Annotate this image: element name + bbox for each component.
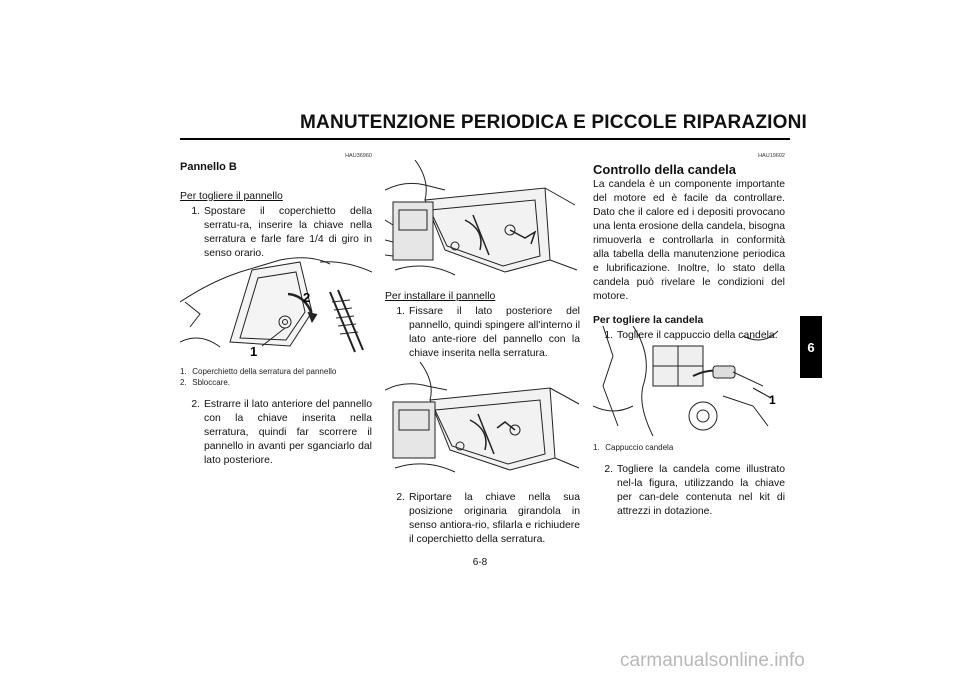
- figure-label-2: 2: [303, 290, 311, 305]
- step-text: Fissare il lato posteriore del pannello, quindi spingere all’interno il lato ante-riore del pannello con la chiave inserita nella serratura.: [409, 306, 580, 359]
- right-column: [593, 152, 785, 343]
- step-number: 1.: [191, 206, 200, 217]
- subheading-remove-panel: Per togliere il pannello: [180, 191, 283, 202]
- left-step-2: [180, 397, 372, 468]
- watermark: carmanualsonline.info: [620, 650, 805, 671]
- figure-label-1: 1: [250, 344, 258, 359]
- step-item: [180, 398, 372, 468]
- section-tab: 6: [800, 316, 822, 378]
- step-number: 1.: [396, 306, 405, 317]
- step-text: Riportare la chiave nella sua posizione originaria girandola in senso antiora-rio, sfilarla e richiudere il coperchietto della serratura.: [409, 492, 580, 545]
- caption-number: 2.: [180, 378, 187, 387]
- subheading-remove-plug: Per togliere la candela: [593, 315, 704, 326]
- figure-label-1: 1: [769, 393, 776, 407]
- middle-column: [385, 290, 580, 361]
- panel-installation-illustration: [385, 362, 580, 474]
- step-item: [593, 463, 785, 519]
- step-item: [385, 491, 580, 547]
- step-text: Spostare il coperchietto della serratu-ra, inserire la chiave nella serratura e farle fare 1/4 di giro in senso orario.: [204, 206, 372, 259]
- caption-number: 1.: [593, 443, 600, 452]
- page-title: MANUTENZIONE PERIODICA E PICCOLE RIPARAZIONI: [300, 112, 808, 133]
- step-text: Estrarre il lato anteriore del pannello con la chiave inserita nella serratura, quindi far scorrere il pannello in avanti per sganciarlo dal lato posteriore.: [204, 399, 372, 466]
- step-text: Togliere la candela come illustrato nel-la figura, utilizzando la chiave per can-dele contenuta nel kit di attrezzi in dotazione.: [617, 464, 785, 517]
- caption-text: Cappuccio candela: [605, 443, 674, 452]
- page-number: 6-8: [472, 557, 488, 568]
- side-panel-lock-illustration: [180, 242, 372, 364]
- section-heading: Pannello B: [180, 161, 237, 173]
- section-heading: Controllo della candela: [593, 162, 737, 177]
- panel-install-figure: [385, 362, 580, 474]
- step-number: 2.: [604, 464, 613, 475]
- step-text: Togliere il cappuccio della candela.: [617, 330, 778, 341]
- caption-text: Sbloccare.: [192, 378, 231, 387]
- step-number: 1.: [604, 330, 613, 341]
- step-number: 2.: [191, 399, 200, 410]
- caption-text: Coperchietto della serratura del pannello: [192, 367, 337, 376]
- right-step-2: [593, 462, 785, 519]
- subheading-install-panel: Per installare il pannello: [385, 291, 496, 302]
- spark-plug-figure: [593, 326, 785, 438]
- step-item: [385, 305, 580, 361]
- caption-number: 1.: [180, 367, 187, 376]
- panel-lock-figure: [180, 242, 372, 364]
- panel-removal-illustration: [385, 160, 580, 280]
- middle-step-2: [385, 490, 580, 547]
- figure-caption: [180, 366, 372, 388]
- section-code: HAU36960: [345, 153, 372, 159]
- panel-removal-figure: [385, 160, 580, 280]
- step-number: 2.: [396, 492, 405, 503]
- section-code: HAU19602: [758, 153, 785, 159]
- spark-plug-cap-illustration: [593, 326, 785, 438]
- title-rule: [180, 138, 790, 140]
- figure-caption: [593, 442, 785, 453]
- intro-paragraph: La candela è un componente importante del motore ed è facile da controllare. Dato che il calore ed i depositi provocano una lenta erosione della candela, bisogna rimuoverla e controllarla in conformità alla tabella della manutenzione periodica e lubrificazione. Inoltre, lo stato della candela può rivelare le condizioni del motore.: [593, 179, 785, 302]
